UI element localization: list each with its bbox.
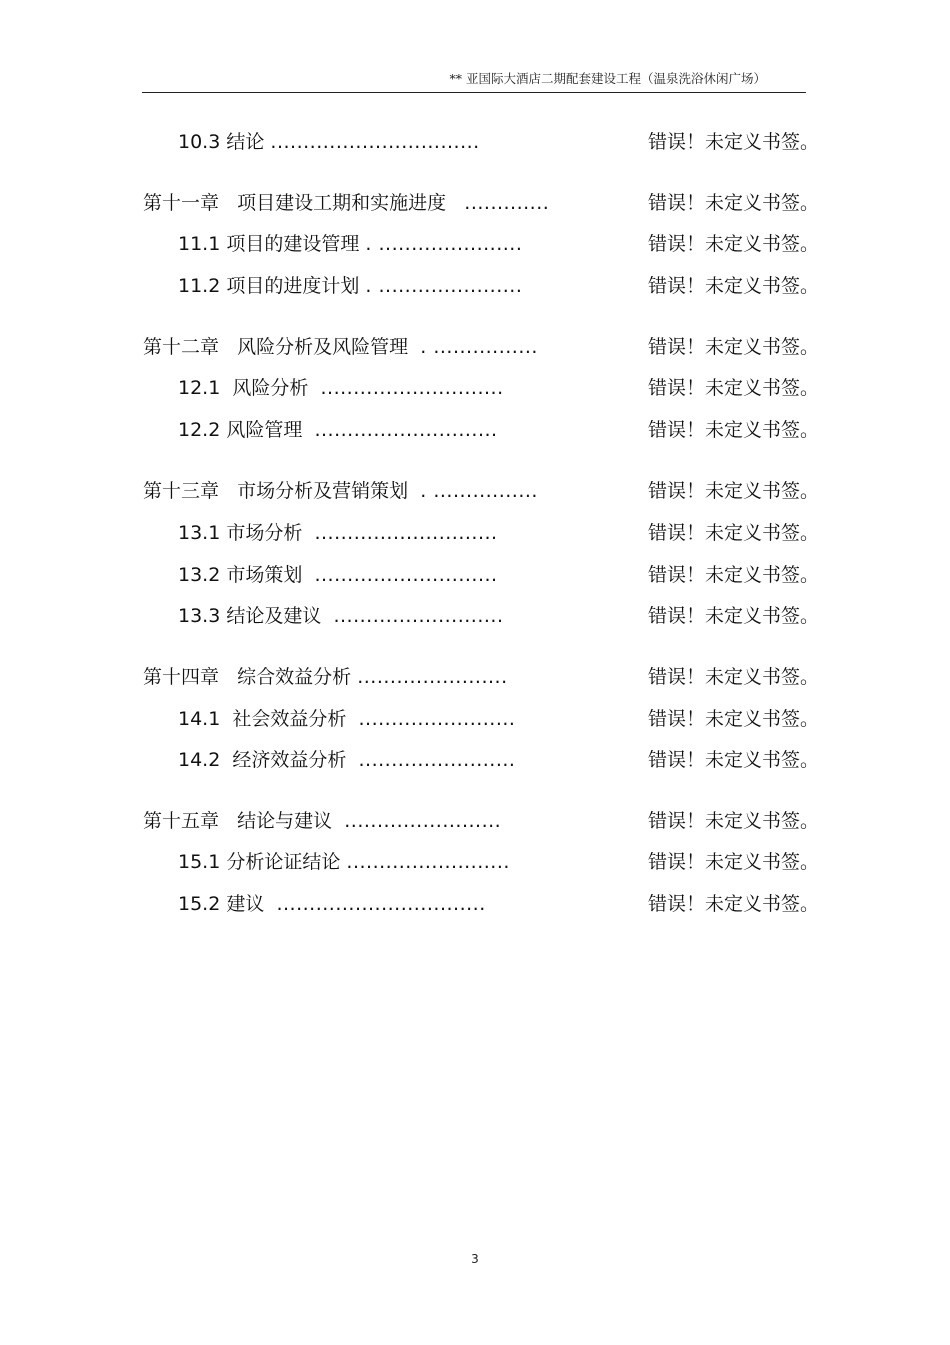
toc-entry-number: 第十一章 [143, 192, 220, 214]
toc-entry-page: 错误！未定义书签。 [648, 893, 820, 915]
toc-entry-leader: ............................ [314, 419, 498, 441]
toc-entry[interactable] [0, 806, 950, 836]
toc-entry-label: 项目的进度计划 [226, 275, 360, 297]
toc-entry-number: 15.2 [178, 893, 221, 915]
toc-entry[interactable] [0, 332, 950, 362]
toc-entry-label: 建议 [226, 893, 265, 915]
header-title: ** 亚国际大酒店二期配套建设工程（温泉洗浴休闲广场） [449, 71, 766, 86]
toc-entry-page: 错误！未定义书签。 [648, 419, 820, 441]
toc-entry-label: 经济效益分析 [232, 749, 347, 771]
toc-entry-page: 错误！未定义书签。 [648, 377, 820, 399]
toc-entry-number: 11.2 [178, 275, 221, 297]
toc-entry-page: 错误！未定义书签。 [648, 336, 820, 358]
toc-entry-leader: ............................ [314, 522, 498, 544]
toc-entry-page: 错误！未定义书签。 [648, 522, 820, 544]
toc-entry-leader: ........................ [358, 708, 516, 730]
toc-entry[interactable] [0, 745, 950, 775]
toc-entry-number: 第十四章 [143, 666, 220, 688]
toc-entry-page: 错误！未定义书签。 [648, 749, 820, 771]
page-footer [0, 1252, 950, 1266]
toc-entry[interactable] [0, 188, 950, 218]
toc-entry-page: 错误！未定义书签。 [648, 851, 820, 873]
toc-entry-leader: ............................ [314, 564, 498, 586]
toc-entry-label: 社会效益分析 [232, 708, 347, 730]
toc-entry-leader: . ...................... [365, 275, 523, 297]
toc-entry-leader: ........................ [344, 810, 502, 832]
toc-entry[interactable] [0, 271, 950, 301]
toc-entry-page: 错误！未定义书签。 [648, 666, 820, 688]
toc-entry[interactable] [0, 601, 950, 631]
toc-entry-leader: ................................ [276, 893, 486, 915]
toc-entry-number: 10.3 [178, 131, 221, 153]
toc-entry-page: 错误！未定义书签。 [648, 233, 820, 255]
toc-entry[interactable] [0, 704, 950, 734]
toc-entry-number: 13.3 [178, 605, 221, 627]
toc-entry-page: 错误！未定义书签。 [648, 131, 820, 153]
toc-entry-label: 风险分析 [232, 377, 309, 399]
toc-entry-label: 市场策划 [226, 564, 303, 586]
toc-entry-label: 分析论证结论 [226, 851, 341, 873]
toc-entry-page: 错误！未定义书签。 [648, 708, 820, 730]
toc-entry-number: 12.1 [178, 377, 221, 399]
page-number: 3 [471, 1252, 479, 1266]
toc-entry[interactable] [0, 476, 950, 506]
toc-entry-label: 市场分析 [226, 522, 303, 544]
toc-entry-leader: ................................ [270, 131, 480, 153]
toc-entry[interactable] [0, 662, 950, 692]
toc-entry[interactable] [0, 127, 950, 157]
toc-entry-label: 结论及建议 [226, 605, 322, 627]
toc-entry-number: 13.1 [178, 522, 221, 544]
toc-entry-leader: . ................ [420, 336, 538, 358]
toc-entry-leader: ............................ [320, 377, 504, 399]
toc-entry[interactable] [0, 373, 950, 403]
toc-entry-number: 第十五章 [143, 810, 220, 832]
toc-entry-leader: . ................ [420, 480, 538, 502]
toc-entry-label: 市场分析及营销策划 [237, 480, 409, 502]
toc-entry-number: 14.2 [178, 749, 221, 771]
toc-entry-page: 错误！未定义书签。 [648, 810, 820, 832]
toc-entry-page: 错误！未定义书签。 [648, 275, 820, 297]
toc-entry-label: 结论与建议 [237, 810, 333, 832]
toc-entry[interactable] [0, 518, 950, 548]
toc-entry-page: 错误！未定义书签。 [648, 605, 820, 627]
toc-entry-number: 第十二章 [143, 336, 220, 358]
toc-entry-page: 错误！未定义书签。 [648, 480, 820, 502]
toc-entry[interactable] [0, 560, 950, 590]
toc-entry-leader: ........................ [358, 749, 516, 771]
toc-entry-label: 项目建设工期和实施进度 [237, 192, 447, 214]
toc-entry-number: 第十三章 [143, 480, 220, 502]
toc-entry[interactable] [0, 847, 950, 877]
toc-entry-number: 14.1 [178, 708, 221, 730]
toc-entry[interactable] [0, 415, 950, 445]
toc-entry-number: 13.2 [178, 564, 221, 586]
toc-entry-leader: . ...................... [365, 233, 523, 255]
toc-entry-number: 12.2 [178, 419, 221, 441]
toc-entry-number: 15.1 [178, 851, 221, 873]
toc-entry-leader: .......................... [333, 605, 504, 627]
toc-entry-label: 综合效益分析 [237, 666, 352, 688]
toc-entry-leader: ......................... [346, 851, 510, 873]
toc-entry[interactable] [0, 229, 950, 259]
toc-entry-label: 风险分析及风险管理 [237, 336, 409, 358]
toc-entry[interactable] [0, 889, 950, 919]
toc-entry-label: 项目的建设管理 [226, 233, 360, 255]
toc-entry-number: 11.1 [178, 233, 221, 255]
toc-entry-label: 风险管理 [226, 419, 303, 441]
toc-entry-leader: ............. [464, 192, 550, 214]
toc-entry-page: 错误！未定义书签。 [648, 564, 820, 586]
toc-entry-page: 错误！未定义书签。 [648, 192, 820, 214]
toc-entry-label: 结论 [226, 131, 265, 153]
toc-entry-leader: ....................... [357, 666, 508, 688]
